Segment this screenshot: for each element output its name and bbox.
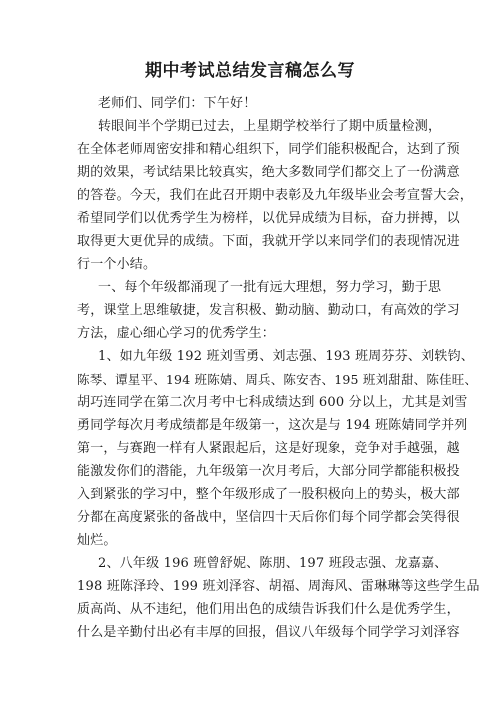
paragraph-line: 勇同学每次月考成绩都是年级第一，这次是与 194 班陈婧同学并列 bbox=[77, 418, 468, 433]
paragraph-line: 胡巧连同学在第二次月考中七科成绩达到 600 分以上，尤其是刘雪 bbox=[77, 395, 468, 410]
paragraph-line: 什么是辛勤付出必有丰厚的回报，倡议八年级每个同学学习刘泽容 bbox=[77, 625, 460, 640]
paragraph-line: 希望同学们以优秀学生为榜样，以优异成绩为目标，奋力拼搏，以 bbox=[77, 211, 460, 226]
paragraph-line: 能激发你们的潜能，九年级第一次月考后，大部分同学都能积极投 bbox=[77, 464, 460, 479]
paragraph-line: 转眼间半个学期已过去，上星期学校举行了期中质量检测， bbox=[98, 119, 442, 134]
paragraph-line: 1、如九年级 192 班刘雪勇、刘志强、193 班周芬芬、刘轶钧、 bbox=[98, 349, 474, 364]
paragraph-line: 在全体老师周密安排和精心组织下，同学们能积极配合，达到了预 bbox=[77, 142, 460, 157]
paragraph-line: 行一个小结。 bbox=[77, 257, 157, 272]
paragraph-line: 质高尚、从不违纪，他们用出色的成绩告诉我们什么是优秀学生， bbox=[77, 602, 460, 617]
paragraph-line: 分都在高度紧张的备战中，坚信四十天后你们每个同学都会笑得很 bbox=[77, 510, 460, 525]
paragraph-line: 期的效果，考试结果比较真实，绝大多数同学们都交上了一份满意 bbox=[77, 165, 460, 180]
paragraph-line: 灿烂。 bbox=[77, 533, 117, 548]
paragraph-line: 入到紧张的学习中，整个年级形成了一股积极向上的势头，极大部 bbox=[77, 487, 460, 502]
paragraph-line: 陈琴、谭星平、194 班陈婧、周兵、陈安杏、195 班刘甜甜、陈佳旺、 bbox=[77, 372, 478, 387]
document-title: 期中考试总结发言稿怎么写 bbox=[145, 61, 355, 81]
paragraph-line: 老师们、同学们：下午好！ bbox=[98, 96, 257, 111]
paragraph-line: 第一，与赛跑一样有人紧跟起后，这是好现象，竞争对手越强，越 bbox=[77, 441, 460, 456]
paragraph-line: 一、每个年级都涌现了一批有远大理想，努力学习，勤于思 bbox=[98, 280, 442, 295]
paragraph-line: 方法，虚心细心学习的优秀学生： bbox=[77, 326, 276, 341]
paragraph-line: 的答卷。今天，我们在此召开期中表彰及九年级毕业会考宣誓大会， bbox=[77, 188, 474, 203]
paragraph-line: 198 班陈泽玲、199 班刘泽容、胡福、周海风、雷琳琳等这些学生品 bbox=[77, 579, 480, 594]
paragraph-line: 取得更大更优异的成绩。下面，我就开学以来同学们的表现情况进 bbox=[77, 234, 460, 249]
paragraph-line: 2、八年级 196 班曾舒妮、陈朋、197 班段志强、龙嘉嘉、 bbox=[98, 556, 448, 571]
paragraph-line: 考，课堂上思维敏捷，发言积极、勤动脑、勤动口，有高效的学习 bbox=[77, 303, 460, 318]
